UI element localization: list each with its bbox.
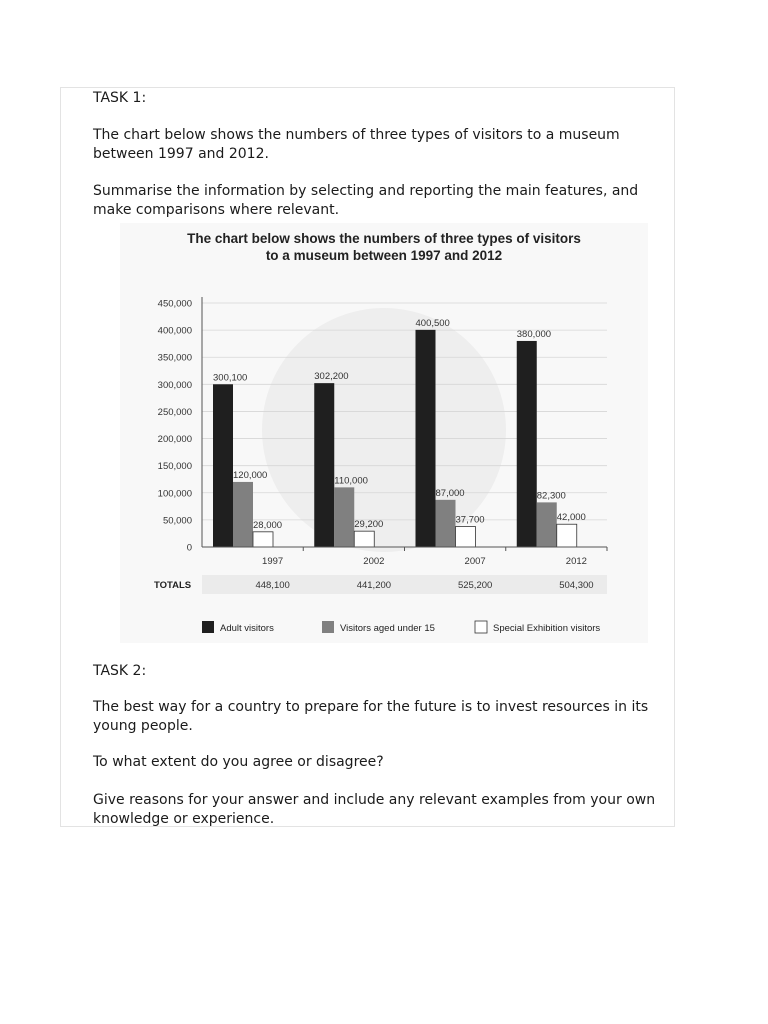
task1-heading: TASK 1: — [93, 90, 147, 106]
data-label: 87,000 — [435, 487, 465, 499]
data-label: 28,000 — [253, 519, 283, 531]
total-value: 448,100 — [255, 580, 290, 591]
bar — [436, 500, 456, 547]
data-label: 302,200 — [314, 371, 349, 383]
bar — [517, 341, 537, 547]
bar — [456, 527, 476, 547]
bar — [314, 383, 334, 547]
legend-swatch — [202, 621, 214, 633]
chart-title-line1: The chart below shows the numbers of three types of visitors — [187, 231, 581, 246]
bar — [537, 502, 557, 547]
bar — [334, 487, 354, 547]
total-value: 504,300 — [559, 580, 594, 591]
task2-instruction: Give reasons for your answer and include any relevant examples from your own knowledge or experience. — [93, 792, 656, 827]
y-tick-label: 150,000 — [157, 461, 192, 473]
data-label: 29,200 — [354, 519, 384, 531]
totals-heading: TOTALS — [154, 580, 192, 591]
total-value: 525,200 — [457, 580, 493, 591]
data-label: 42,000 — [556, 512, 586, 524]
y-tick-label: 300,000 — [157, 379, 192, 391]
data-label: 110,000 — [334, 475, 368, 487]
x-tick-label: 2007 — [464, 556, 486, 567]
task2-question: To what extent do you agree or disagree? — [93, 754, 384, 770]
bar-chart — [120, 223, 648, 643]
data-label: 37,700 — [455, 514, 485, 526]
bar — [233, 482, 253, 547]
data-label: 400,500 — [415, 317, 450, 329]
y-tick-label: 50,000 — [162, 515, 192, 527]
legend-label: Special Exhibition visitors — [493, 623, 601, 634]
data-label: 120,000 — [233, 469, 268, 481]
chart-title-line2: to a museum between 1997 and 2012 — [265, 248, 503, 263]
data-label: 300,100 — [213, 372, 248, 384]
y-tick-label: 350,000 — [157, 352, 192, 364]
legend-label: Adult visitors — [220, 623, 274, 634]
bar — [213, 384, 233, 547]
x-tick-label: 2002 — [363, 556, 385, 567]
task1-instruction: Summarise the information by selecting and reporting the main features, and make comparisons where relevant. — [93, 183, 639, 218]
total-value: 441,200 — [356, 580, 392, 591]
bar — [253, 532, 273, 547]
y-tick-label: 450,000 — [157, 298, 192, 310]
y-tick-label: 400,000 — [157, 325, 192, 337]
y-tick-label: 250,000 — [157, 406, 192, 418]
chart-svg — [120, 223, 648, 643]
data-label: 82,300 — [536, 490, 566, 502]
legend-swatch — [322, 621, 334, 633]
data-label: 380,000 — [516, 328, 552, 340]
legend-label: Visitors aged under 15 — [340, 623, 435, 634]
y-tick-label: 0 — [186, 542, 192, 554]
task2-prompt: The best way for a country to prepare for the future is to invest resources in its young people. — [93, 699, 649, 734]
bar — [354, 531, 374, 547]
x-tick-label: 1997 — [262, 556, 284, 567]
task2-heading: TASK 2: — [93, 663, 147, 679]
bar — [557, 524, 577, 547]
y-tick-label: 200,000 — [157, 434, 192, 446]
x-tick-label: 2012 — [565, 556, 587, 567]
legend-swatch — [475, 621, 487, 633]
y-tick-label: 100,000 — [157, 488, 192, 500]
task1-prompt: The chart below shows the numbers of three types of visitors to a museum between 1997 and 2012. — [93, 127, 620, 162]
bar — [416, 330, 436, 547]
